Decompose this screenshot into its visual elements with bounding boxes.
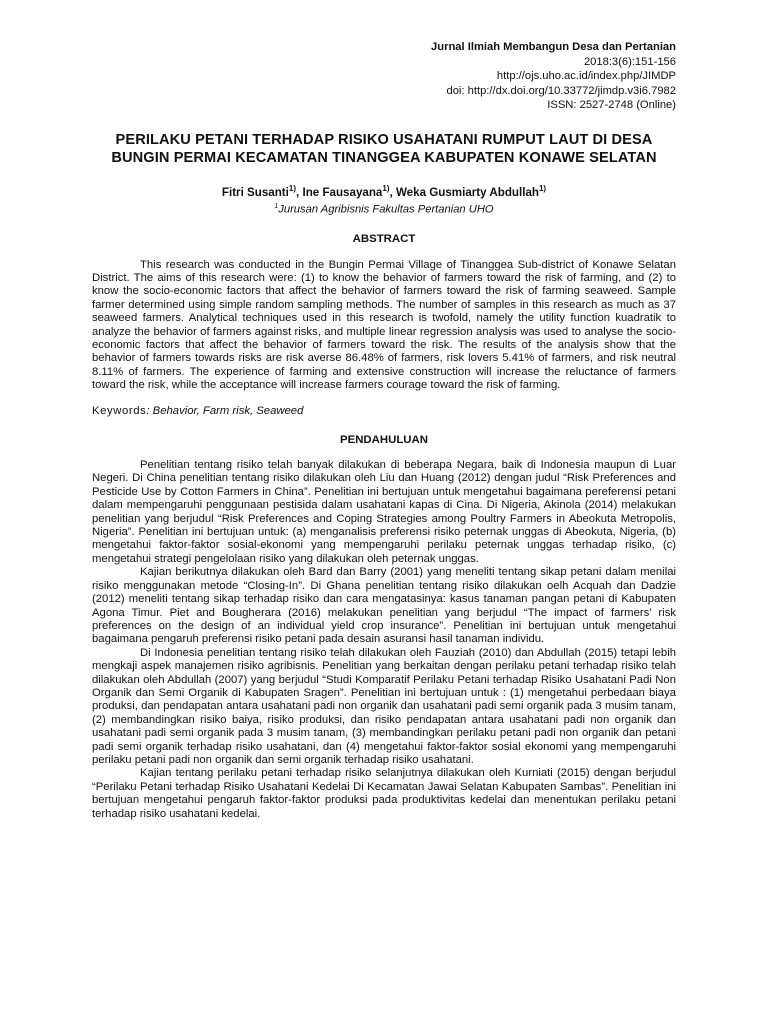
journal-header [92,40,676,113]
author-name: Weka Gusmiarty Abdullah [395,185,539,199]
journal-doi[interactable]: doi: http://dx.doi.org/10.33772/jimdp.v3i6.7982 [446,84,676,97]
body-paragraph: Penelitian tentang risiko telah banyak dilakukan di beberapa Negara, baik di Indonesia maupun di Luar Negeri. Di China penelitian tentang risiko dilakukan oleh Liu dan Huang (2012) dengan judul “Risk Preferences and Pesticide Use by Cotton Farmers in China”. Penelitian ini bertujuan untuk mengetahui bagaimana pereferensi petani dalam mempengaruhi penggunaan pestisida dalam usahatani kapas di Cina. Di Nigeria, Akinola (2014) melakukan penelitian yang berjudul “Risk Preferences and Coping Strategies among Poultry Farmers in Abeokuta Metropolis, Nigeria”. Penelitian ini bertujuan untuk: (a) menganalisis preferensi risiko peternak unggas di Abeokuta, Nigeria, (b) mengetahui faktor-faktor sosial-ekonomi yang mempengaruhi perilaku peternak unggas terhadap risiko, (c) mengetahui strategi pengelolaan risiko yang dilakukan oleh peternak unggas. [92,459,676,565]
introduction-heading: PENDAHULUAN [340,434,428,447]
author-name: Fitri Susanti [221,185,289,199]
introduction-body [92,459,676,821]
keywords [92,405,676,418]
author-list [92,182,676,200]
body-paragraph: Kajian berikutnya dilakukan oleh Bard dan Barry (2001) yang meneliti tentang sikap petani dalam menilai risiko menggunakan metode “Closing-In”. Di Ghana penelitian tentang risiko dilakukan oelh Acquah dan Dadzie (2012) meneliti tentang sikap terhadap risiko dan cara mengatasinya: kasus tanaman pangan petani di Kabupaten Agona Timur. Piet and Bougherara (2016) melakukan penelitian yang berjudul “The impact of farmers’ risk preferences on the design of an individual yield crop insurance”. Penelitian ini bertujuan untuk mengetahui bagaimana pengaruh preferensi risiko petani pada desain asuransi hasil tanaman individu. [92,566,676,646]
author-mark: 1) [382,183,390,193]
author-mark: 1) [538,183,547,193]
body-paragraph: Di Indonesia penelitian tentang risiko telah dilakukan oleh Fauziah (2010) dan Abdullah (2015) tetapi lebih mengkaji aspek manajemen risiko agribisnis. Penelitian yang berkaitan dengan perilaku petani terhadap risiko telah dilakukan oleh Abdullah (2007) yang berjudul “Studi Komparatif Perilaku Petani terhadap Risiko Usahatani Padi Non Organik dan Semi Organik di Kabupaten Sragen”. Penelitian ini bertujuan untuk : (1) mengetahui perbedaan biaya produksi, dan pendapatan antara usahatani padi non organik dan usahatani padi semi organik pada 3 musim tanam, (2) membandingkan risiko baiya, risiko produksi, dan risiko pendapatan antara usahatani padi non organik dan usahatani padi semi organik pada 3 musim tanam, (3) membandingkan perilaku petani padi non organik dan petani padi semi organik terhadap risiko usahatani, dan (4) mengetahui faktor-faktor sosial ekonomi yang mempengaruhi perilaku petani padi non organik dan semi organik terhadap risiko usahatani. [92,646,676,766]
affiliation-mark: 1 [274,202,279,210]
affiliation [92,200,676,217]
title-line: PERILAKU PETANI TERHADAP RISIKO USAHATANI RUMPUT LAUT DI DESA [115,131,653,148]
body-paragraph: Kajian tentang perilaku petani terhadap risiko selanjutnya dilakukan oleh Kurniati (2015) dengan berjudul “Perilaku Petani terhadap Risiko Usahatani Kedelai Di Kecamatan Jawai Selatan Kabupaten Sambas”. Penelitian ini bertujuan mengetahui pengaruh faktor-faktor produksi pada produktivitas kedelai dan menentukan perilaku petani terhadap risiko usahatani kedelai. [92,767,676,820]
author-mark: 1) [288,183,297,193]
paper-title [92,131,676,168]
title-line: BUNGIN PERMAI KECAMATAN TINANGGEA KABUPATEN KONAWE SELATAN [111,150,657,167]
abstract-paragraph: This research was conducted in the Bungin Permai Village of Tinanggea Sub-district of Konawe Selatan District. The aims of this research were: (1) to know the behavior of farmers toward the risk of farming, and (2) to know the socio-economic factors that affect the behavior of farmers toward the risk of farming seaweed. Sample farmer determined using simple random sampling methods. The number of samples in this research as much as 37 seaweed farmers. Analytical techniques used in this research is twofold, namely the utility function kuadratik to analyze the behavior of farmers against risks, and multiple linear regression analysis was used to analyse the socio-economic factors that affect the behavior of farmers toward the risk. The results of the analysis show that the behavior of farmers towards risks are risk averse 86.48% of farmers, risk lovers 5.41% of farmers, and risk neutral 8.11% of farmers. The experience of farming and extensive construction will increase the reluctance of farmers toward the risk, while the acceptance will increase farmers courage toward the risk of farming. [92,258,676,392]
journal-url[interactable]: http://ojs.uho.ac.id/index.php/JIMDP [496,70,676,83]
abstract-body [92,259,676,393]
keywords-label: Keywords [92,404,147,417]
abstract-heading: ABSTRACT [352,232,416,245]
keywords-values: : Behavior, Farm risk, Seaweed [146,404,304,417]
paper-page [92,40,676,821]
journal-issn: ISSN: 2527-2748 (Online) [547,99,676,112]
author-name: Ine Fausayana [302,185,383,199]
journal-volume: 2018:3(6):151-156 [583,55,676,68]
journal-name: Jurnal Ilmiah Membangun Desa dan Pertanian [431,41,676,53]
affiliation-text: Jurusan Agribisnis Fakultas Pertanian UHO [278,203,494,216]
author-separator: , [296,185,303,199]
author-separator: , [389,185,396,199]
